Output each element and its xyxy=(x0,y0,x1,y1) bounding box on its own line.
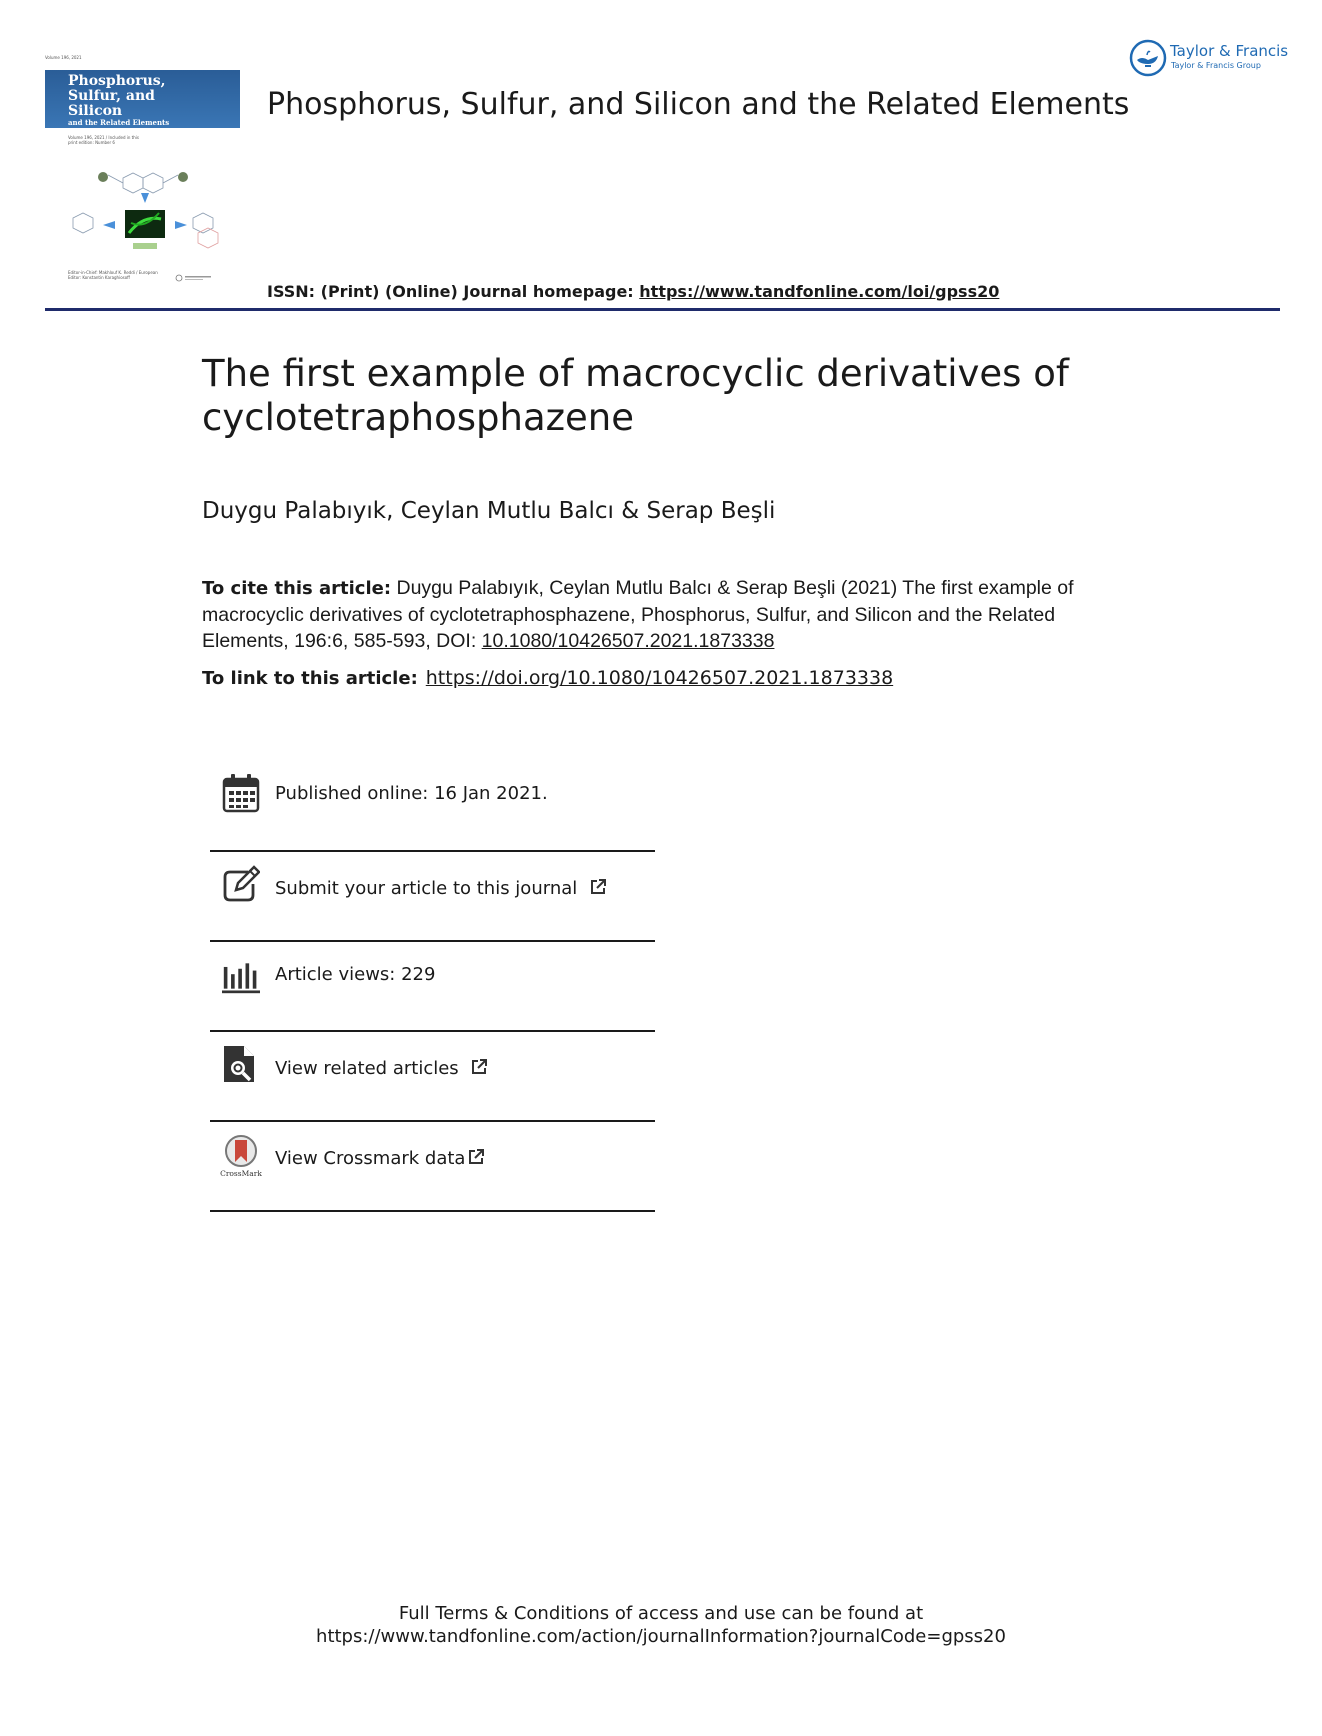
submit-article-link[interactable] xyxy=(275,878,607,899)
crossmark-link[interactable] xyxy=(275,1148,485,1169)
issn-label: ISSN: (Print) (Online) Journal homepage: xyxy=(267,282,640,301)
document-search-icon xyxy=(222,1044,260,1084)
edit-icon xyxy=(222,864,260,904)
taylor-francis-lamp-icon xyxy=(1128,38,1168,78)
crossmark-text: View Crossmark data xyxy=(275,1148,466,1169)
cover-journal-name xyxy=(68,74,238,119)
cover-name-line: Sulfur, and xyxy=(68,88,155,104)
citation-block xyxy=(202,575,1142,654)
cover-publisher-mark xyxy=(175,273,215,283)
article-title: The first example of macrocyclic derivatives of cyclotetraphosphazene xyxy=(202,352,1069,439)
info-divider xyxy=(210,1210,655,1212)
terms-footer xyxy=(0,1602,1322,1648)
journal-title: Phosphorus, Sulfur, and Silicon and the Related Elements xyxy=(267,87,1130,122)
article-doi-url-link[interactable]: https://doi.org/10.1080/10426507.2021.1873338 xyxy=(425,667,894,689)
article-views-text: Article views: 229 xyxy=(275,964,436,985)
external-link-icon xyxy=(589,878,607,896)
cover-subtitle: and the Related Elements xyxy=(68,118,170,127)
taylor-francis-logo[interactable] xyxy=(1128,38,1288,78)
article-link-label: To link to this article: xyxy=(202,668,418,689)
cover-issue-info: Volume 196, 2021 / Included in this print edition: Number 6 xyxy=(68,135,139,145)
footer-line1: Full Terms & Conditions of access and use can be found at xyxy=(398,1603,924,1624)
related-articles-link[interactable] xyxy=(275,1058,488,1079)
bar-chart-icon xyxy=(222,956,260,996)
header-rule xyxy=(45,308,1280,311)
crossmark-row[interactable] xyxy=(210,1122,655,1211)
cover-editors: Editor-in-Chief: Makhlouf K. Reddi / European Editor: Konstantin Karaghiosoff xyxy=(68,270,158,280)
journal-cover-thumbnail xyxy=(45,55,240,290)
related-articles-text: View related articles xyxy=(275,1058,459,1079)
submit-article-text: Submit your article to this journal xyxy=(275,878,578,899)
submit-article-row[interactable] xyxy=(210,852,655,941)
citation-doi-link[interactable]: 10.1080/10426507.2021.1873338 xyxy=(481,630,775,652)
crossmark-icon xyxy=(220,1134,262,1178)
article-authors: Duygu Palabıyık, Ceylan Mutlu Balcı & Serap Beşli xyxy=(202,498,776,524)
published-online-text: Published online: 16 Jan 2021. xyxy=(275,783,548,804)
external-link-icon xyxy=(467,1148,485,1166)
article-views-row xyxy=(210,942,655,1031)
cover-name-line: Silicon xyxy=(68,103,123,119)
article-link-line xyxy=(202,667,893,689)
journal-homepage-link[interactable]: https://www.tandfonline.com/loi/gpss20 xyxy=(639,282,1000,301)
cover-name-line: Phosphorus, xyxy=(68,73,166,89)
cover-volume-line: Volume 196, 2021 xyxy=(45,55,82,60)
crossmark-logo-text: CrossMark xyxy=(220,1169,262,1178)
citation-text: Duygu Palabıyık, Ceylan Mutlu Balcı & Serap Beşli (2021) The first example of macrocyclic derivatives of cyclotetraphosphazene, Phosphorus, Sulfur, and Silicon and the Related Elements, 196:6, 585-593, DOI: xyxy=(202,577,1074,652)
cover-illustration xyxy=(63,163,238,268)
calendar-icon xyxy=(222,773,260,813)
cover-title-band xyxy=(45,70,240,128)
publisher-group: Taylor & Francis Group xyxy=(1171,61,1261,70)
citation-label: To cite this article: xyxy=(202,578,392,599)
published-online-row xyxy=(210,755,655,844)
external-link-icon xyxy=(470,1058,488,1076)
issn-homepage-line xyxy=(267,282,999,301)
related-articles-row[interactable] xyxy=(210,1032,655,1121)
publisher-name: Taylor & Francis xyxy=(1170,42,1289,60)
footer-terms-url[interactable]: https://www.tandfonline.com/action/journalInformation?journalCode=gpss20 xyxy=(316,1626,1006,1647)
